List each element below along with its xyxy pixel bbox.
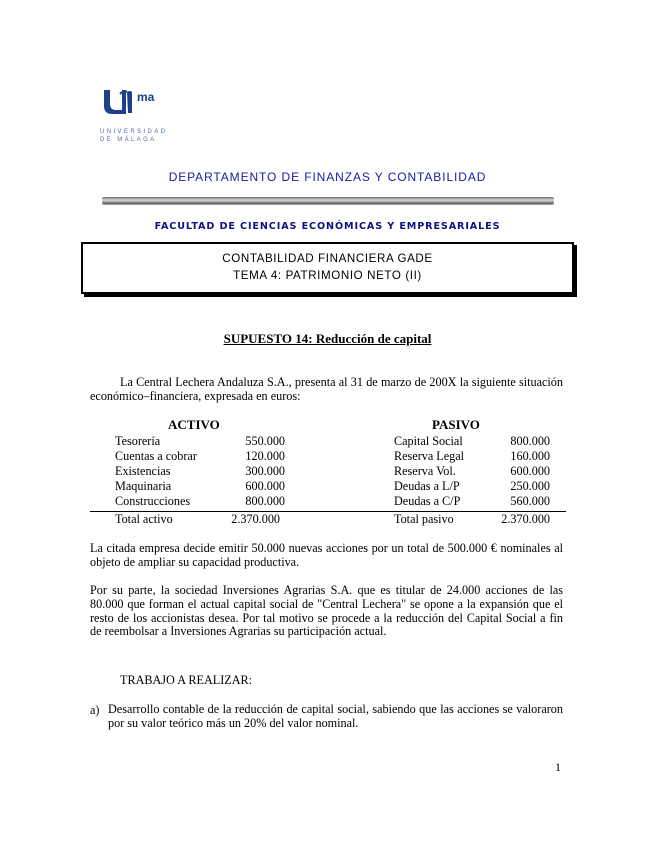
course-topic: TEMA 4: PATRIMONIO NETO (II): [233, 269, 422, 282]
issue-paragraph: La citada empresa decide emitir 50.000 nuevas acciones por un total de 500.000 € nominales al objeto de ampliar su capacidad productiva.: [90, 541, 563, 569]
pasivo-row-value: 560.000: [510, 494, 550, 508]
pasivo-row-label: Deudas a L/P: [394, 479, 460, 493]
pasivo-row-value: 250.000: [510, 479, 550, 493]
department-title: DEPARTAMENTO DE FINANZAS Y CONTABILIDAD: [168, 170, 487, 184]
activo-total-value: 2.370.000: [231, 512, 280, 526]
activo-heading: ACTIVO: [168, 417, 220, 432]
university-line2: DE MÁLAGA: [100, 137, 157, 143]
activo-row-label: Cuentas a cobrar: [115, 449, 197, 463]
task-heading: TRABAJO A REALIZAR:: [120, 673, 253, 687]
case-title: SUPUESTO 14: Reducción de capital: [223, 331, 432, 346]
activo-row-label: Maquinaria: [115, 479, 172, 493]
pasivo-total-value: 2.370.000: [501, 512, 550, 526]
course-box: [81, 242, 574, 294]
opposition-paragraph: Por su parte, la sociedad Inversiones Agrarias S.A. que es titular de 24.000 acciones de las 80.000 que forman el actual capital social de "Central Lechera" se opone a la expansión que el resto de los accionistas desea. Por tal motivo se procede a la reducción del Capital Social a fin de reembolsar a Inversiones Agrarias su participación actual.: [90, 583, 563, 639]
logo-mark: ma: [137, 90, 155, 104]
pasivo-row-label: Deudas a C/P: [394, 494, 461, 508]
pasivo-row-value: 800.000: [510, 434, 550, 448]
pasivo-row-label: Capital Social: [394, 434, 463, 448]
faculty-title: FACULTAD DE CIENCIAS ECONÓMICAS Y EMPRESARIALES: [154, 221, 501, 232]
intro-paragraph: La Central Lechera Andaluza S.A., presenta al 31 de marzo de 200X la siguiente situación económico–financiera, expresada en euros:: [90, 375, 563, 403]
activo-row-label: Tesorería: [115, 434, 161, 448]
activo-row-value: 800.000: [245, 494, 285, 508]
course-name: CONTABILIDAD FINANCIERA GADE: [222, 252, 433, 265]
activo-total-label: Total activo: [115, 512, 173, 526]
pasivo-row-value: 160.000: [510, 449, 550, 463]
pasivo-heading: PASIVO: [432, 417, 480, 432]
activo-row-value: 120.000: [245, 449, 285, 463]
activo-row-label: Existencias: [115, 464, 171, 478]
pasivo-row-label: Reserva Vol.: [394, 464, 456, 478]
university-line1: UNIVERSIDAD: [100, 129, 168, 135]
pasivo-row-label: Reserva Legal: [394, 449, 465, 463]
activo-row-value: 600.000: [245, 479, 285, 493]
task-a-marker: a): [90, 703, 100, 717]
activo-row-value: 300.000: [245, 464, 285, 478]
activo-row-value: 550.000: [245, 434, 285, 448]
pasivo-row-value: 600.000: [510, 464, 550, 478]
header-divider: [102, 197, 554, 204]
university-name: [100, 128, 167, 144]
pasivo-total-label: Total pasivo: [394, 512, 454, 526]
page-number: 1: [555, 760, 561, 774]
task-a-text: Desarrollo contable de la reducción de capital social, sabiendo que las acciones se valoraron por su valor teórico más un 20% del valor nominal.: [108, 702, 563, 730]
activo-row-label: Construcciones: [115, 494, 191, 508]
